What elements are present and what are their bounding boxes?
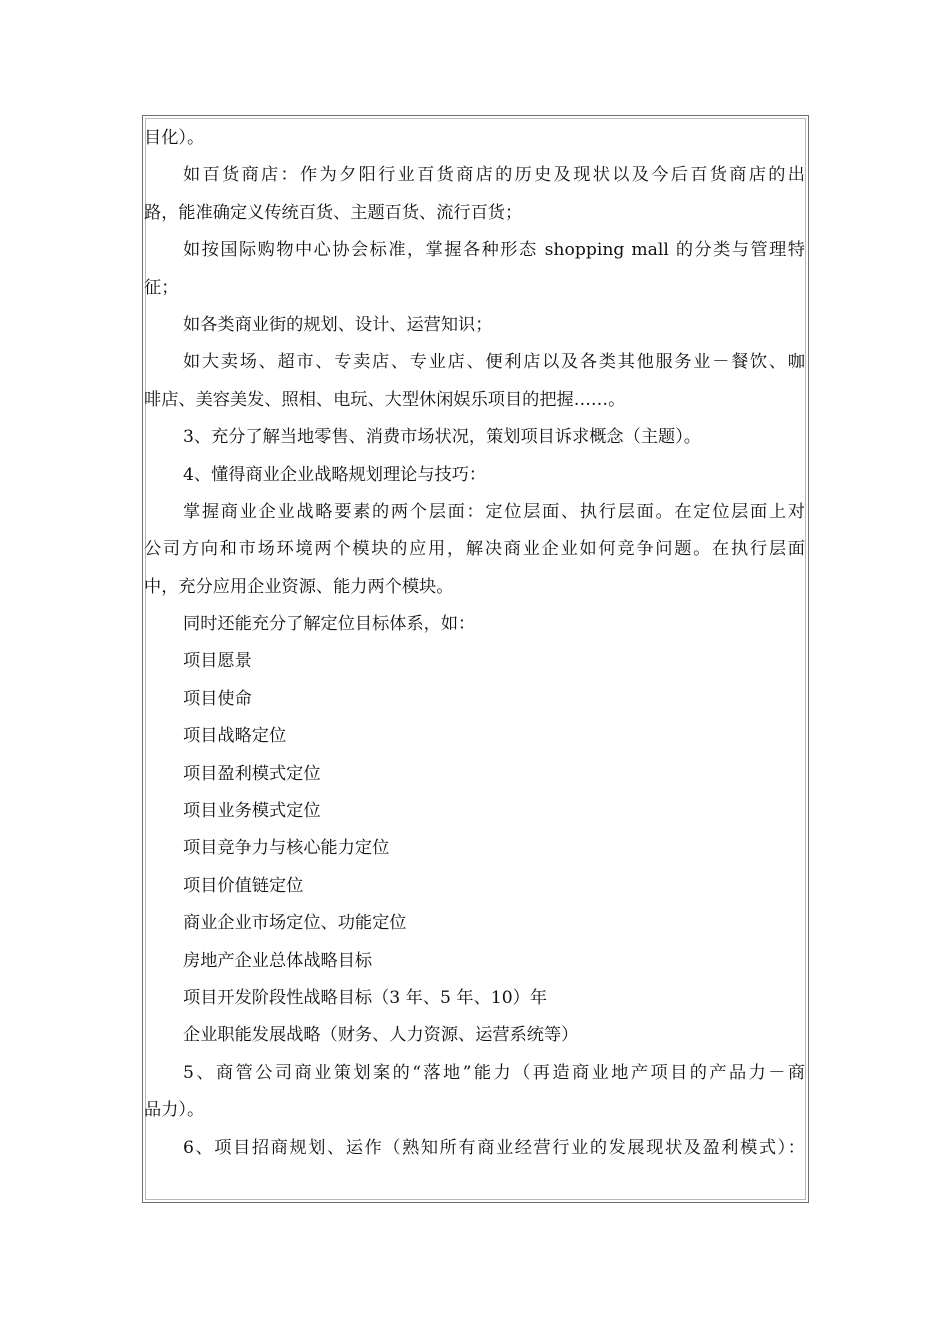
text-line: 品力）。 [144,1100,205,1121]
list-item: 项目愿景 [183,651,252,672]
text-line: 目化）。 [144,128,205,148]
list-item: 项目竞争力与核心能力定位 [183,838,390,859]
text-line: 公司方向和市场环境两个模块的应用，解决商业企业如何竞争问题。在执行层面 [144,539,805,560]
text-line: 如按国际购物中心协会标准，掌握各种形态 shopping mall 的分类与管理特 [183,240,805,261]
document-body [144,120,805,1167]
text-line: 啡店、美容美发、照相、电玩、大型休闲娱乐项目的把握……。 [144,389,626,410]
text-line: 5、商管公司商业策划案的“落地”能力（再造商业地产项目的产品力－商 [183,1062,805,1083]
list-item: 企业职能发展战略（财务、人力资源、运营系统等） [183,1025,579,1046]
list-item: 项目盈利模式定位 [183,763,321,784]
list-item: 房地产企业总体战略目标 [183,950,373,971]
list-item: 商业企业市场定位、功能定位 [183,913,407,934]
text-line: 路，能准确定义传统百货、主题百货、流行百货； [144,202,523,223]
list-item: 项目战略定位 [183,726,287,747]
text-line: 如各类商业街的规划、设计、运营知识； [183,314,493,335]
text-line: 同时还能充分了解定位目标体系，如： [183,614,476,635]
list-item: 项目开发阶段性战略目标（3 年、5 年、10）年 [183,987,548,1008]
text-line: 中，充分应用企业资源、能力两个模块。 [144,576,454,597]
list-item: 项目业务模式定位 [183,801,321,822]
text-line: 6、项目招商规划、运作（熟知所有商业经营行业的发展现状及盈利模式）： [183,1137,805,1158]
text-line: 如大卖场、超市、专卖店、专业店、便利店以及各类其他服务业－餐饮、咖 [183,352,805,373]
text-line: 如百货商店：作为夕阳行业百货商店的历史及现状以及今后百货商店的出 [183,165,805,186]
text-line: 征； [144,277,179,298]
text-line: 掌握商业企业战略要素的两个层面：定位层面、执行层面。在定位层面上对 [183,501,805,522]
text-line: 4、懂得商业企业战略规划理论与技巧： [183,464,487,485]
text-line: 3、充分了解当地零售、消费市场状况，策划项目诉求概念（主题）。 [183,427,701,448]
list-item: 项目价值链定位 [183,875,304,896]
list-item: 项目使命 [183,688,252,709]
document-frame [142,115,809,1203]
